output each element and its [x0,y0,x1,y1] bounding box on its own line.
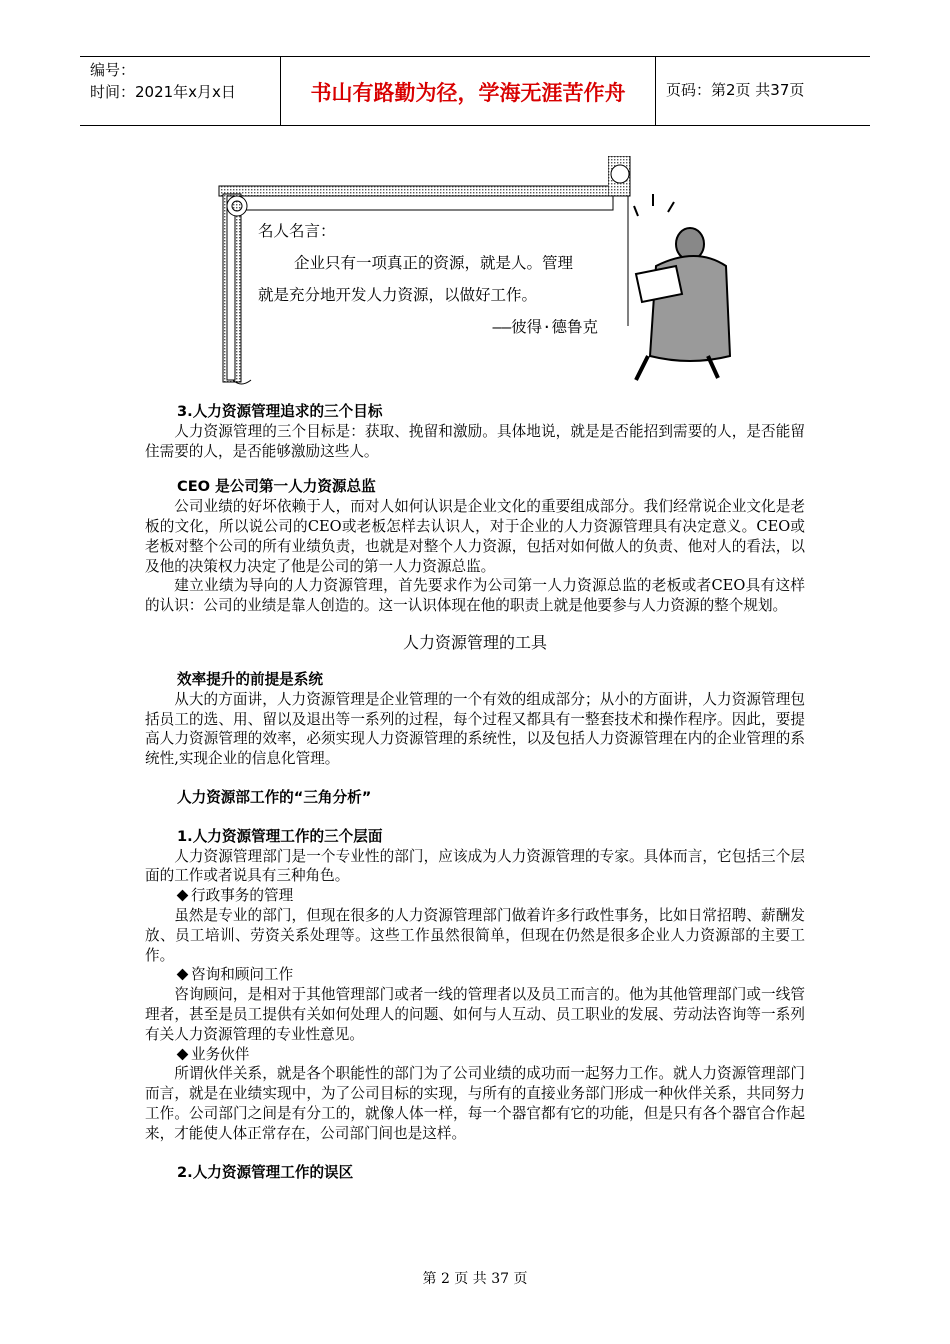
header-divider [655,57,656,125]
quote-line: 就是充分地开发人力资源，以做好工作。 [258,286,538,304]
bullet-label: 业务伙伴 [191,1045,250,1063]
diamond-bullet-icon [177,1048,189,1060]
bullet-label: 行政事务的管理 [191,887,294,905]
page-header [80,56,870,126]
section-title: 2.人力资源管理工作的误区 [177,1163,354,1181]
number-label: 编号： [90,61,136,79]
quote-title: 名人名言： [258,222,336,240]
header-motto: 书山有路勤为径，学海无涯苦作舟 [310,81,626,105]
section-title: 1.人力资源管理工作的三个层面 [177,827,383,845]
quote-author: ——彼得·德鲁克 [492,318,598,336]
paragraph: 虽然是专业的部门，但现在很多的人力资源管理部门做着许多行政性事务，比如日常招聘、薪酬发放、员工培训、劳资关系处理等。这些工作虽然很简单，但现在仍然是很多企业人力资源部的主要工作。 [145,906,805,964]
chapter-heading: 人力资源管理的工具 [402,632,547,652]
page-info: 页码：第2页 共37页 [666,81,805,99]
paragraph: 公司业绩的好坏依赖于人，而对人如何认识是企业文化的重要组成部分。我们经常说企业文化是老板的文化，所以说公司的CEO或老板怎样去认识人，对于企业的人力资源管理具有决定意义。CEO或老板对整个公司的所有业绩负责，也就是对整个人力资源，包括对如何做人的负责、他对人的看法，以及他的决策权力决定了他是公司的第一人力资源总监。 [145,498,805,575]
section-title: 效率提升的前提是系统 [177,670,323,688]
body-content [145,402,805,1182]
section-title: 3.人力资源管理追求的三个目标 [177,403,383,420]
bullet-item [145,1045,805,1065]
famous-quote [258,215,618,343]
diamond-bullet-icon [177,890,189,902]
bullet-item [145,886,805,906]
bullet-item [145,965,805,985]
section-title: CEO 是公司第一人力资源总监 [177,478,376,496]
bullet-label: 咨询和顾问工作 [191,966,294,984]
paragraph: 咨询顾问，是相对于其他管理部门或者一线的管理者以及员工而言的。他为其他管理部门或一线管理者，甚至是员工提供有关如何处理人的问题、如何与人互动、员工职业的发展、劳动法咨询等一系列有关人力资源管理的专业性意见。 [145,986,805,1043]
paragraph: 从大的方面讲，人力资源管理是企业管理的一个有效的组成部分；从小的方面讲，人力资源管理包括员工的选、用、留以及退出等一系列的过程，每个过程又都具有一整套技术和操作程序。因此，要提高人力资源管理的效率，必须实现人力资源管理的系统性，以及包括人力资源管理在内的企业管理的系统性,实现企业的信息化管理。 [145,690,805,768]
paragraph: 所谓伙伴关系，就是各个职能性的部门为了公司业绩的成功而一起努力工作。就人力资源管理部门而言，就是在业绩实现中，为了公司目标的实现，与所有的直接业务部门形成一种伙伴关系，共同努力工作。公司部门之间是有分工的，就像人体一样，每一个器官都有它的功能，但是只有各个器官合作起来，才能使人体正常存在，公司部门间也是这样。 [145,1065,805,1142]
section-title: 人力资源部工作的“三角分析” [177,788,372,806]
quote-line: 企业只有一项真正的资源，就是人。管理 [294,254,574,272]
diamond-bullet-icon [177,969,189,981]
header-meta [90,59,236,103]
reading-man-illustration [608,156,733,384]
paragraph: 人力资源管理的三个目标是：获取、挽留和激励。具体地说，就是是否能招到需要的人，是否能留住需要的人，是否能够激励这些人。 [145,422,805,460]
time-label: 时间：2021年x月x日 [90,83,236,101]
page-footer: 第 2 页 共 37 页 [422,1271,528,1287]
paragraph: 建立业绩为导向的人力资源管理，首先要求作为公司第一人力资源总监的老板或者CEO具有这样的认识：公司的业绩是靠人创造的。这一认识体现在他的职责上就是他要参与人力资源的整个规划。 [145,577,805,615]
paragraph: 人力资源管理部门是一个专业性的部门，应该成为人力资源管理的专家。具体而言，它包括三个层面的工作或者说具有三种角色。 [145,847,805,885]
